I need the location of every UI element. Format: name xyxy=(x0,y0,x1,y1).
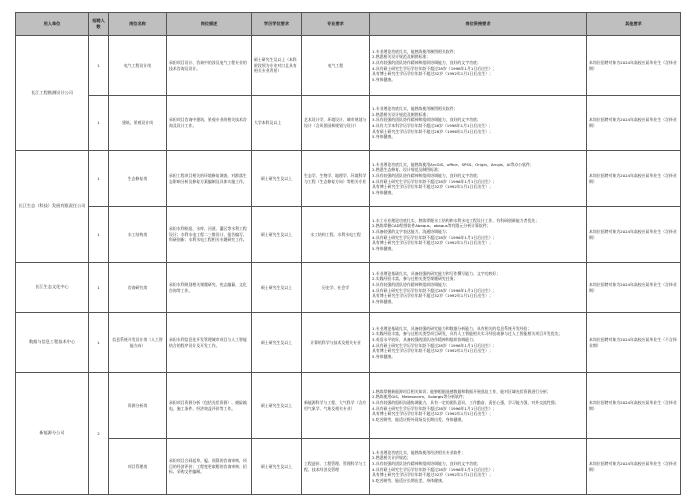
major-cell: 新能源科学与工程、大气科学（含应用气象学、气象及相关专业） xyxy=(302,373,370,439)
header-description: 岗位描述 xyxy=(167,13,252,36)
other-cell: 本岗位招聘对象为2024年高校应届毕业生（含择业期） xyxy=(587,36,681,96)
requirement-line: 具有博士研究生学历学位年龄不超过32岁（1992年1月1日后出生）； xyxy=(372,240,493,246)
requirement-line: 2.熟练掌握CAD绘图软件Abaqus、abaqus等有限元分析计算软件； xyxy=(372,223,491,229)
requirements-cell xyxy=(370,151,587,207)
requirement-line: 5.身体健康。 xyxy=(372,353,396,359)
requirement-line: 具有博士研究生学历学位年龄不超过32岁（1992年1月1日后出生）； xyxy=(372,293,493,299)
requirement-line: 1.专业理论基础扎实，具备较强的研究能力和写作撰写能力、文字功底好； xyxy=(372,270,501,276)
requirement-line: 2.熟练使用GIS、Meteonorm、Solargis等分析软件； xyxy=(372,394,467,400)
requirement-line: 2.熟悉相关设计规范及制图标准； xyxy=(372,54,431,60)
employer-cell: 长江工程勘测设计公司 xyxy=(16,36,89,151)
requirement-line: 4.具有大学本科学历学位年龄不超过26岁（1998年1月1日后出生）； xyxy=(372,123,493,128)
requirement-line: 具有博士研究生学历学位年龄不超过32岁（1992年1月1日后出生）； xyxy=(372,472,493,478)
employer-cell: 新能源分公司 xyxy=(16,373,89,495)
table-row xyxy=(16,313,681,373)
headcount-cell: 2 xyxy=(89,373,109,495)
header-row xyxy=(16,13,681,36)
description-cell: 承担水利信息化开发管理城市项目与人工智能结合的程序设计及开发工作。 xyxy=(167,313,252,373)
requirement-line: 具有博士研究生学历学位年龄不超过32岁（1992年1月1日后出生）； xyxy=(372,71,493,77)
position-cell: 项目管理岗 xyxy=(109,439,167,495)
other-cell: 本岗位招聘对象为2024年高校应届毕业生（含择业期） xyxy=(587,439,681,495)
education-cell: 硕士研究生及以上 xyxy=(252,439,302,495)
requirement-line: 4.具有硕士研究生学历学位年龄不超过28岁（1996年1月1日后出生）； xyxy=(372,466,497,472)
description-cell: 承担项目合同起草、履、预算的咨询审核，项目的经济评价；工程变更索赔的咨询审核；招标、采购文件编制。 xyxy=(167,439,252,495)
description-cell: 承担项目资源分析（包括光伏资源）、避险输电、施工条件、经济效益评价等工作。 xyxy=(167,373,252,439)
requirements-cell xyxy=(370,263,587,313)
requirement-line: 1.专业理论基础扎实，具备较强的研究能力和数据分析能力，具有相关的信息系统开发经验； xyxy=(372,325,532,331)
requirement-line: 2.熟悉生态修复、设计规范及制图标准； xyxy=(372,167,442,173)
requirements-cell xyxy=(370,36,587,96)
header-education: 学历学位要求 xyxy=(252,13,302,36)
recruitment-table-sheet xyxy=(15,12,680,495)
header-employer: 用人单位 xyxy=(16,13,89,36)
requirement-line: 3.具有较强的团队协作精神和组织协调能力； xyxy=(372,281,450,287)
headcount-cell: 1 xyxy=(89,96,109,151)
education-cell: 硕士研究生及以上 xyxy=(252,207,302,263)
requirement-line: 2.实践经验丰富，参与过相关类型项目研发，具有人工智能相关实习经验或参与过人工智能相关项目开发优先； xyxy=(372,331,563,337)
recruitment-table xyxy=(15,12,681,495)
major-cell: 电气工程 xyxy=(302,36,370,96)
employer-cell: 数据与信息工程技术中心 xyxy=(16,313,89,373)
education-cell: 硕士研究生及以上 xyxy=(252,373,302,439)
requirement-line: 3.具有较强的团队协作精神和组织协调能力，良好的文字功底； xyxy=(372,59,481,65)
requirement-line: 2.熟悉相关计价规范； xyxy=(372,455,411,461)
position-cell: 水工结构岗 xyxy=(109,207,167,263)
requirement-line: 1.专业理论功底扎实，能熟练使用ArcGIS、office、SPSS、Origin、Arcgis、AI等办公软件； xyxy=(372,161,534,167)
requirement-line: 1.专业理论功底扎实，能熟练使用经济相关专业软件； xyxy=(372,449,466,455)
requirement-line: 3.具备较强的文字表达能力、沟通协调能力； xyxy=(372,228,450,234)
requirements-cell xyxy=(370,439,587,495)
requirement-line: 5.身体健康。 xyxy=(372,76,396,82)
major-cell: 生态学、生物学、地理学、环境科学与工程（生态修复方向）等相关专业 xyxy=(302,151,370,207)
education-cell: 硕士研究生及以上 xyxy=(252,263,302,313)
requirement-line: 4.具有硕士研究生学历学位年龄不超过28岁（1996年1月1日后出生）； xyxy=(372,405,497,411)
major-cell: 水工结构工程、水利水电工程 xyxy=(302,207,370,263)
other-cell: 本岗位招聘对象为2024年高校应届毕业生（含择业期） xyxy=(587,151,681,207)
table-row xyxy=(16,96,681,151)
other-cell: 本岗位招聘对象为2024年高校应届毕业生（含择业期） xyxy=(587,207,681,263)
employer-cell: 长江生态文化中心 xyxy=(16,263,89,313)
requirement-line: 5.身体健康。 xyxy=(372,134,396,140)
requirement-line: 4.具有硕士研究生学历学位年龄不超过28岁（1996年1月1日后出生）； xyxy=(372,342,497,348)
education-cell: 硕士研究生及以上（本科阶段须为专业对口且具有相关专业背景） xyxy=(252,36,302,96)
requirement-line: 4.具有硕士研究生学历学位年龄不超过28岁（1996年1月1日后出生）； xyxy=(372,65,497,71)
requirements-cell xyxy=(370,313,587,373)
requirement-line: 具有硕士研究生学历学位年龄不超过28岁（1996年1月1日后出生）； xyxy=(372,128,493,134)
other-cell: 本岗位招聘对象为2024年高校应届毕业生（含择业期） xyxy=(587,96,681,151)
table-row xyxy=(16,151,681,207)
position-cell: 信息系统开发设计岗（人工智能方向） xyxy=(109,313,167,373)
header-requirements: 岗位资格要求 xyxy=(370,13,587,36)
requirement-line: 4.具有硕士研究生学历学位年龄不超过28岁（1996年1月1日后出生）； xyxy=(372,234,497,240)
description-cell: 承担水利枢纽、水库、河道、灌区等水利工程设计；水利水电工程二三维设计、报告编写、科研创新；水利水电工程相关专题研究工作。 xyxy=(167,207,252,263)
table-row xyxy=(16,439,681,495)
headcount-cell: 1 xyxy=(89,36,109,96)
major-cell: 历史学、社会学 xyxy=(302,263,370,313)
education-cell: 硕士研究生及以上 xyxy=(252,313,302,373)
other-cell: 本岗位招聘对象为2024年高校应届毕业生（含择业期） xyxy=(587,263,681,313)
requirement-line: 3.具有较强的团队协作精神和组织协调能力，良好的文字功底； xyxy=(372,460,481,466)
requirement-line: 具有博士研究生学历学位年龄不超过32岁（1992年1月1日后出生）； xyxy=(372,184,493,190)
major-cell: 工程造价、工程管理、管理科学与工程、技术经济及管理 xyxy=(302,439,370,495)
requirements-cell xyxy=(370,96,587,151)
requirement-line: 3.具有较强的团队协作精神和组织协调能力，良好的文字功底； xyxy=(372,172,481,178)
requirement-line: 5.身体健康。 xyxy=(372,298,396,304)
table-row xyxy=(16,373,681,439)
requirements-cell xyxy=(370,207,587,263)
requirement-line: 2.实践经验丰富，参与过相关类型课题研究任务； xyxy=(372,276,458,282)
requirement-line: 5.吃苦耐劳，能适应长期出差，身体健康。 xyxy=(372,477,446,483)
requirement-line: 1.水工专业理论功底扎实，熟练掌握水工结构和水利水电工程设计工作，有科研创新能力者优先； xyxy=(372,217,540,223)
requirement-line: 5.身体健康。 xyxy=(372,245,396,251)
requirement-line: 5.身体健康。 xyxy=(372,189,396,195)
requirement-line: 4.具有硕士研究生学历学位年龄不超过28岁（1996年1月1日后出生）； xyxy=(372,287,497,293)
description-cell: 承担水利规划相关课题研究、宪志编纂、文化咨询等工作。 xyxy=(167,263,252,313)
description-cell: 承担项目设计、咨询中的涉及电气工程专业的技术咨询及设计。 xyxy=(167,36,252,96)
headcount-cell: 1 xyxy=(89,151,109,207)
headcount-cell: 1 xyxy=(89,207,109,263)
requirement-line: 1.专业理论功底扎实，能熟练使用制图相关软件； xyxy=(372,48,458,54)
other-cell: 本岗位招聘对象为2024年高校应届毕业生（含择业期） xyxy=(587,373,681,439)
header-other: 其他要求 xyxy=(587,13,681,36)
employer-cell: 长江生态（科技）发展有限责任公司 xyxy=(16,151,89,263)
other-cell: 本岗位招聘对象为2024年高校应届毕业生（不含择业期） xyxy=(587,313,681,373)
requirement-line: 具有博士研究生学历学位年龄不超过32岁（1992年1月1日后出生）； xyxy=(372,411,493,417)
major-cell: 艺术设计学、环境设计、城市规划与设计（含风景园林规划与设计） xyxy=(302,96,370,151)
position-cell: 生态修复岗 xyxy=(109,151,167,207)
requirements-cell xyxy=(370,373,587,439)
requirement-line: 3.具有较强的团队协作精神和组织协调能力，良好的文字功底； xyxy=(372,117,481,123)
requirement-line: 3.英语水平较好，具备较强的团队协作精神和组织协调能力； xyxy=(372,336,477,342)
position-cell: 咨询研究岗 xyxy=(109,263,167,313)
header-position: 岗位名称 xyxy=(109,13,167,36)
education-cell: 大学本科及以上 xyxy=(252,96,302,151)
requirement-line: 1.专业理论功底扎实，能熟练使用制图相关软件； xyxy=(372,106,458,112)
table-row xyxy=(16,207,681,263)
position-cell: 建筑、景观设计岗 xyxy=(109,96,167,151)
position-cell: 资源分析岗 xyxy=(109,373,167,439)
requirement-line: 4.具有硕士研究生学历学位年龄不超过28岁（1996年1月1日后出生）； xyxy=(372,178,497,184)
education-cell: 硕士研究生及以上 xyxy=(252,151,302,207)
header-headcount: 招聘人数 xyxy=(89,13,109,36)
description-cell: 承担项目咨询中建筑、景观专业的相关技术咨询及设计工作。 xyxy=(167,96,252,151)
position-cell: 电气工程设计岗 xyxy=(109,36,167,96)
requirement-line: 3.具有较强的组织沟通协调能力，具有一定的团队意识，工作勤奋，责任心强，学习能力强，对外交流性强； xyxy=(372,399,559,405)
requirement-line: 5.吃苦耐劳，能适应野外现场及长期出差，身体健康。 xyxy=(372,416,466,422)
requirement-line: 2.熟悉相关设计规范及制图标准； xyxy=(372,111,431,117)
headcount-cell: 1 xyxy=(89,263,109,313)
requirement-line: 1.熟练掌握新能源项目相关知识；能够根据遥感数据和数据开展选址工作，能对区域光伏资源进行分析； xyxy=(372,388,551,394)
major-cell: 计算机科学与技术及相关专业 xyxy=(302,313,370,373)
requirement-line: 具有博士研究生学历学位年龄不超过32岁（1992年1月1日后出生）； xyxy=(372,348,493,354)
headcount-cell: 1 xyxy=(89,313,109,373)
table-row xyxy=(16,263,681,313)
table-row xyxy=(16,36,681,96)
header-major: 专业要求 xyxy=(302,13,370,36)
description-cell: 承担工程项目相关的环境修复调查，对群落生态影响分析及修复方案编制及具体实施工作。 xyxy=(167,151,252,207)
